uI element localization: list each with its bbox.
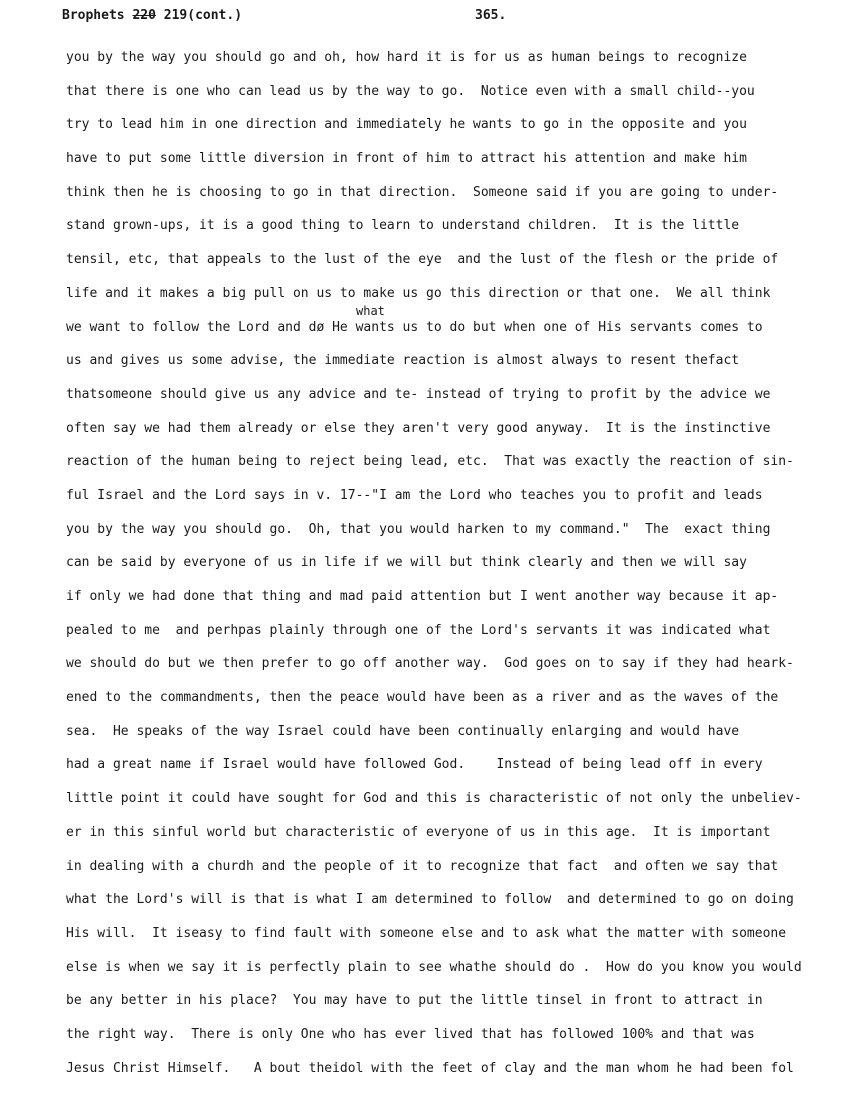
insertion-text: what (356, 303, 385, 318)
text-line: often say we had them already or else they aren't very good anyway. It is the instinctive (66, 420, 771, 436)
running-head (62, 8, 242, 23)
text-line: er in this sinful world but characteristic of everyone of us in this age. It is important (66, 824, 771, 840)
text-line: what the Lord's will is that is what I am determined to follow and determined to go on doing (66, 892, 794, 908)
text-line: stand grown-ups, it is a good thing to learn to understand children. It is the little (66, 218, 740, 234)
text-line: have to put some little diversion in front of him to attract his attention and make him (66, 151, 747, 167)
typed-body-text (66, 48, 846, 1092)
text-line: else is when we say it is perfectly plain to see whathe should do . How do you know you would (66, 959, 802, 975)
text-line: we should do but we then prefer to go off another way. God goes on to say if they had heark- (66, 656, 794, 672)
text-line: had a great name if Israel would have followed God. Instead of being lead off in every (66, 757, 763, 773)
text-line: the right way. There is only One who has ever lived that has followed 100% and that was (66, 1026, 755, 1042)
running-head-prefix: Brophets (62, 8, 133, 23)
text-line: life and it makes a big pull on us to make us go this direction or that one. We all think (66, 285, 771, 301)
text-line: we want to follow the Lord and dø He wants us to do but when one of His servants comes to (66, 319, 763, 335)
page-number: 365. (475, 8, 507, 23)
text-line: Jesus Christ Himself. A bout theidol with the feet of clay and the man whom he had been fol (66, 1060, 794, 1076)
text-line: His will. It iseasy to find fault with someone else and to ask what the matter with someone (66, 925, 787, 941)
text-line: little point it could have sought for God and this is characteristic of not only the unbeliev- (66, 791, 802, 807)
text-line: that there is one who can lead us by the way to go. Notice even with a small child--you (66, 83, 755, 99)
text-line: ful Israel and the Lord says in v. 17--"I am the Lord who teaches you to profit and leads (66, 487, 763, 503)
text-line: ened to the commandments, then the peace would have been as a river and as the waves of the (66, 690, 779, 706)
text-line: us and gives us some advise, the immediate reaction is almost always to resent thefact (66, 353, 740, 369)
text-line: thatsomeone should give us any advice and te- instead of trying to profit by the advice we (66, 386, 771, 402)
running-head-suffix: 219(cont.) (155, 8, 243, 23)
text-line: sea. He speaks of the way Israel could have been continually enlarging and would have (66, 723, 740, 739)
text-line: if only we had done that thing and mad paid attention but I went another way because it ap- (66, 589, 779, 604)
text-line: you by the way you should go. Oh, that you would harken to my command." The exact thing (66, 521, 771, 537)
text-line: try to lead him in one direction and immediately he wants to go in the opposite and you (66, 117, 747, 133)
struck-page-reference: 220 (132, 8, 156, 23)
page-header (62, 8, 846, 28)
text-line: think then he is choosing to go in that direction. Someone said if you are going to under- (66, 184, 779, 200)
text-line: in dealing with a churdh and the people of it to recognize that fact and often we say that (66, 858, 779, 874)
text-line: tensil, etc, that appeals to the lust of the eye and the lust of the flesh or the pride of (66, 252, 779, 268)
text-line: be any better in his place? You may have to put the little tinsel in front to attract in (66, 993, 763, 1009)
text-line: reaction of the human being to reject being lead, etc. That was exactly the reaction of sin- (66, 454, 794, 470)
text-line: you by the way you should go and oh, how hard it is for us as human beings to recognize (66, 50, 747, 65)
text-line: pealed to me and perhpas plainly through one of the Lord's servants it was indicated what (66, 622, 771, 638)
text-line: can be said by everyone of us in life if we will but think clearly and then we will say (66, 555, 747, 571)
